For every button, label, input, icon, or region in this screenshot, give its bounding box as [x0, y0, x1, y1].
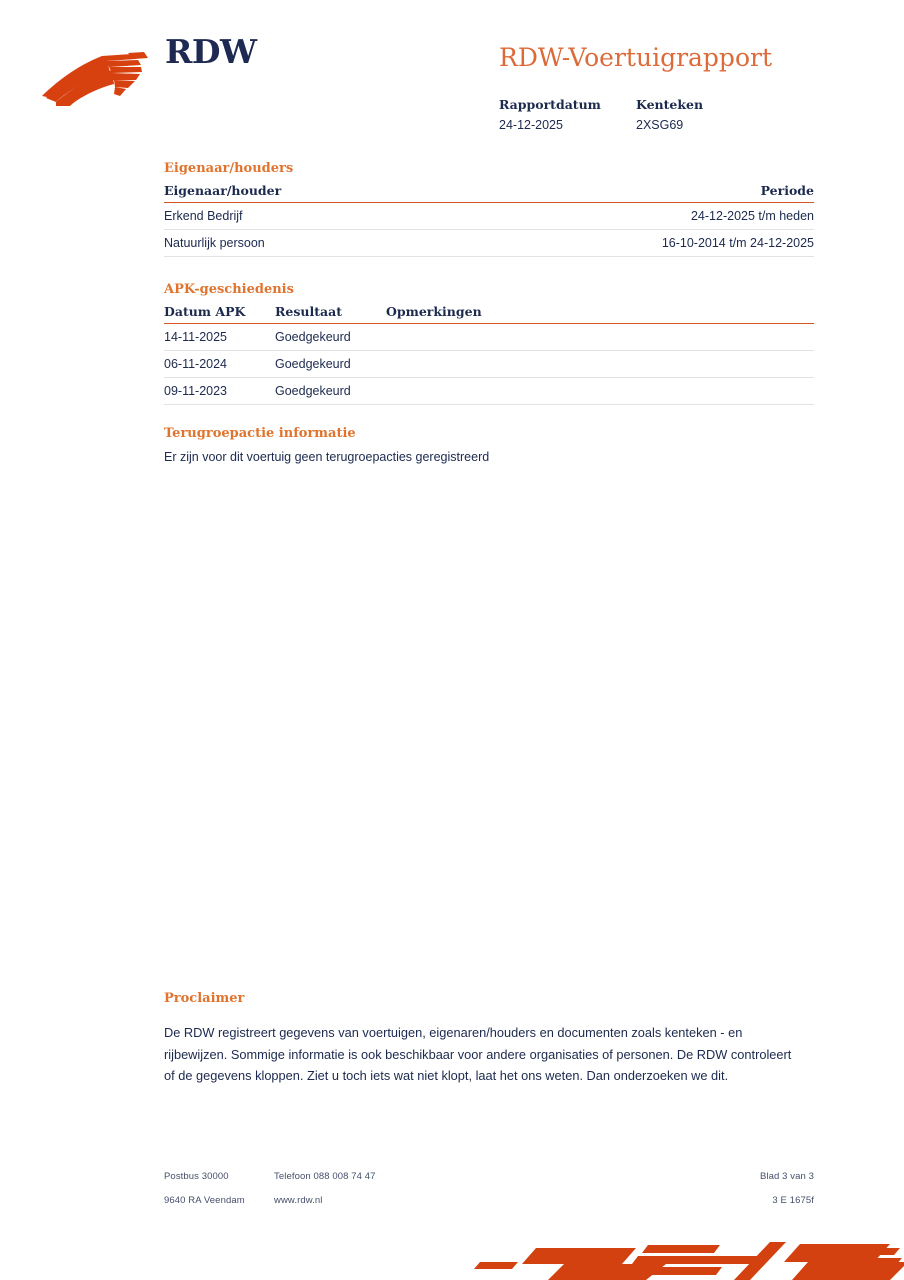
footer-city: 9640 RA Veendam [164, 1195, 245, 1206]
apk-col-remarks: Opmerkingen [386, 304, 814, 324]
disclaimer-section [164, 990, 814, 1087]
document-footer [164, 1170, 814, 1218]
report-date-block [499, 96, 636, 135]
report-date-value: 24-12-2025 [499, 118, 563, 132]
apk-remarks [386, 351, 814, 378]
footer-page-number: Blad 3 van 3 [759, 1171, 814, 1182]
report-date-label: Rapportdatum [499, 97, 601, 112]
table-row [164, 351, 814, 378]
owner-holder: Natuurlijk persoon [164, 230, 447, 257]
footer-website[interactable]: www.rdw.nl [274, 1195, 323, 1206]
owners-section-title: Eigenaar/houders [164, 161, 294, 176]
apk-remarks [386, 378, 814, 405]
apk-result: Goedgekeurd [275, 324, 386, 351]
owners-table [164, 183, 814, 257]
owners-section [164, 160, 814, 257]
license-plate-value: 2XSG69 [636, 118, 684, 132]
apk-date: 14-11-2025 [164, 324, 275, 351]
owner-period: 24-12-2025 t/m heden [447, 203, 814, 230]
document-header [0, 0, 904, 150]
table-row [164, 203, 814, 230]
disclaimer-body-text: De RDW registreert gegevens van voertuigen, eigenaren/houders en documenten zoals kenteken - en rijbewijzen. Sommige informatie is ook beschikbaar voor andere organisaties of personen. De RDW controleert of de gegevens kloppen. Ziet u toch iets wat niet klopt, laat het ons weten. Dan onderzoeken we dit. [164, 1025, 792, 1083]
footer-phone: Telefoon 088 008 74 47 [274, 1171, 376, 1182]
rdw-feather-icon [40, 50, 165, 106]
header-meta [499, 96, 773, 135]
apk-col-date: Datum APK [164, 304, 275, 324]
rdw-wordmark: RDW [165, 32, 257, 71]
footer-form-code: 3 E 1675f [772, 1195, 814, 1206]
page-title: RDW-Voertuigrapport [499, 43, 772, 72]
footer-postbus: Postbus 30000 [164, 1171, 229, 1182]
apk-remarks [386, 324, 814, 351]
license-plate-block [636, 96, 773, 135]
rdw-speed-stripes-graphic [470, 1228, 904, 1280]
footer-row-1 [164, 1170, 814, 1194]
license-plate-label: Kenteken [636, 97, 704, 112]
owners-table-header-row [164, 183, 814, 203]
owner-period: 16-10-2014 t/m 24-12-2025 [447, 230, 814, 257]
apk-result: Goedgekeurd [275, 378, 386, 405]
disclaimer-section-title: Proclaimer [164, 991, 245, 1006]
owners-col-holder: Eigenaar/houder [164, 183, 447, 203]
apk-date: 06-11-2024 [164, 351, 275, 378]
apk-history-section [164, 281, 814, 405]
apk-result: Goedgekeurd [275, 351, 386, 378]
recall-body-text: Er zijn voor dit voertuig geen terugroepacties geregistreerd [164, 450, 490, 464]
footer-row-2 [164, 1194, 814, 1218]
recall-section [164, 425, 814, 466]
apk-table-header-row [164, 304, 814, 324]
apk-table [164, 304, 814, 405]
apk-section-title: APK-geschiedenis [164, 282, 294, 297]
table-row [164, 378, 814, 405]
table-row [164, 324, 814, 351]
owners-col-period: Periode [447, 183, 814, 203]
owner-holder: Erkend Bedrijf [164, 203, 447, 230]
recall-section-title: Terugroepactie informatie [164, 426, 356, 441]
apk-col-result: Resultaat [275, 304, 386, 324]
apk-date: 09-11-2023 [164, 378, 275, 405]
rdw-logo [40, 32, 460, 102]
table-row [164, 230, 814, 257]
